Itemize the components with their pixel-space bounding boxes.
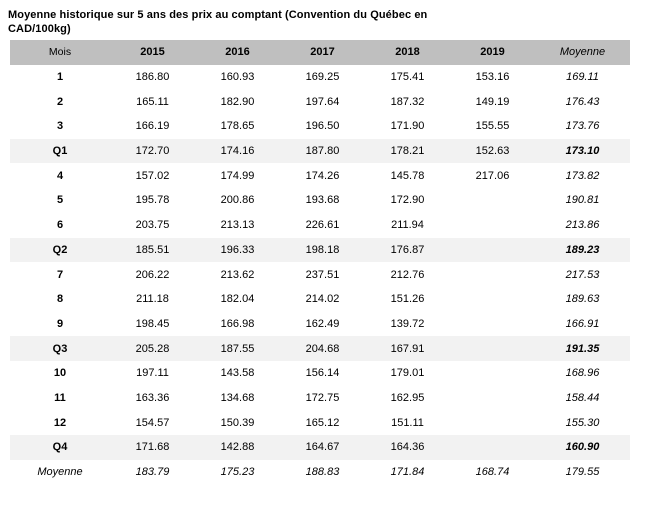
price-cell [450, 238, 535, 263]
column-header-2018: 2018 [365, 40, 450, 65]
price-cell: 173.10 [565, 145, 600, 158]
column-header-moyenne: Moyenne [535, 40, 630, 65]
price-cell: 168.96 [565, 367, 600, 380]
price-cell: 174.99 [220, 169, 255, 182]
price-cell: 182.90 [220, 95, 255, 108]
row-label: 5 [56, 194, 64, 207]
price-cell: 195.78 [135, 194, 170, 207]
price-cell: 179.01 [390, 367, 425, 380]
page-title-line2: CAD/100kg) [8, 23, 71, 35]
price-cell: 185.51 [135, 243, 170, 256]
price-cell: 186.80 [135, 71, 170, 84]
table-row [10, 410, 630, 435]
row-label: 1 [56, 71, 64, 84]
price-cell [450, 213, 535, 238]
price-cell: 153.16 [475, 71, 510, 84]
price-cell: 187.32 [390, 95, 425, 108]
price-cell: 172.70 [135, 145, 170, 158]
price-cell: 174.26 [305, 169, 340, 182]
price-cell: 198.45 [135, 317, 170, 330]
price-cell: 152.63 [475, 145, 510, 158]
price-cell: 171.90 [390, 120, 425, 133]
price-cell: 134.68 [220, 391, 255, 404]
row-label: 12 [53, 416, 67, 429]
price-cell: 155.30 [565, 416, 600, 429]
table-row [10, 163, 630, 188]
price-cell: 197.64 [305, 95, 340, 108]
price-cell: 217.06 [475, 169, 510, 182]
price-cell [450, 287, 535, 312]
price-cell: 211.18 [136, 293, 169, 306]
row-label: Q3 [52, 342, 68, 355]
price-cell: 162.49 [305, 317, 340, 330]
price-cell: 164.36 [390, 441, 425, 454]
row-label: Q2 [52, 243, 68, 256]
price-cell: 160.90 [565, 441, 600, 454]
price-cell: 174.16 [220, 145, 255, 158]
price-cell: 158.44 [565, 391, 600, 404]
row-label: 7 [56, 268, 64, 281]
price-cell: 214.02 [305, 293, 340, 306]
table-row [10, 65, 630, 90]
price-cell: 162.95 [390, 391, 425, 404]
price-cell [450, 386, 535, 411]
header-row [10, 40, 630, 65]
price-cell: 196.33 [220, 243, 255, 256]
row-label: 3 [56, 120, 64, 133]
price-cell [450, 336, 535, 361]
page-title-line1: Moyenne historique sur 5 ans des prix au comptant (Convention du Québec en [8, 9, 428, 21]
price-cell [450, 361, 535, 386]
price-cell [450, 410, 535, 435]
price-cell: 193.68 [305, 194, 340, 207]
price-cell: 183.79 [135, 466, 170, 479]
price-cell: 173.82 [565, 169, 600, 182]
column-header-2019: 2019 [450, 40, 535, 65]
table-row [10, 460, 630, 485]
table-row [10, 139, 630, 164]
price-cell: 206.22 [135, 268, 170, 281]
row-label: 10 [53, 367, 67, 380]
price-cell: 203.75 [135, 219, 170, 232]
price-cell: 165.12 [305, 416, 340, 429]
price-cell: 169.25 [305, 71, 340, 84]
table-row [10, 114, 630, 139]
price-cell: 155.55 [475, 120, 510, 133]
price-cell: 150.39 [220, 416, 255, 429]
table-row [10, 262, 630, 287]
table-row [10, 435, 630, 460]
price-cell: 217.53 [565, 268, 600, 281]
price-cell: 169.11 [566, 71, 599, 84]
price-cell: 178.65 [220, 120, 255, 133]
price-cell: 166.19 [135, 120, 170, 133]
price-cell: 197.11 [136, 367, 169, 380]
price-cell: 189.63 [565, 293, 600, 306]
price-cell: 211.94 [391, 219, 424, 232]
price-cell [450, 262, 535, 287]
price-cell: 143.58 [220, 367, 255, 380]
price-cell: 160.93 [220, 71, 255, 84]
price-cell: 166.91 [565, 317, 600, 330]
price-cell: 178.21 [390, 145, 425, 158]
price-cell: 176.43 [565, 95, 600, 108]
price-cell: 191.35 [565, 342, 600, 355]
price-cell: 187.55 [220, 342, 255, 355]
price-cell: 164.67 [305, 441, 340, 454]
price-cell: 200.86 [220, 194, 255, 207]
table-row [10, 361, 630, 386]
row-label: 9 [56, 317, 64, 330]
price-history-table [10, 40, 630, 484]
column-header-mois: Mois [10, 40, 110, 65]
table-row [10, 386, 630, 411]
price-cell: 213.86 [565, 219, 600, 232]
row-label: 11 [54, 391, 66, 404]
price-cell: 149.19 [475, 95, 510, 108]
price-cell: 175.41 [390, 71, 425, 84]
price-cell [450, 188, 535, 213]
price-cell: 205.28 [135, 342, 170, 355]
page-title [8, 8, 650, 36]
price-cell: 179.55 [565, 466, 600, 479]
price-cell: 166.98 [220, 317, 255, 330]
row-label: Q4 [52, 441, 68, 454]
row-label: Q1 [52, 145, 68, 158]
price-cell: 151.11 [391, 416, 424, 429]
price-cell: 190.81 [565, 194, 600, 207]
price-cell: 196.50 [305, 120, 340, 133]
row-label: 8 [56, 293, 64, 306]
price-cell: 187.80 [305, 145, 340, 158]
row-label: Moyenne [37, 466, 83, 479]
price-cell: 189.23 [565, 243, 600, 256]
price-cell: 157.02 [135, 169, 170, 182]
price-cell: 175.23 [220, 466, 255, 479]
row-label: 6 [56, 219, 64, 232]
price-cell: 171.84 [390, 466, 425, 479]
price-cell: 139.72 [390, 317, 425, 330]
price-cell: 167.91 [390, 342, 425, 355]
price-cell: 226.61 [305, 219, 340, 232]
column-header-2017: 2017 [280, 40, 365, 65]
price-cell: 182.04 [220, 293, 255, 306]
table-row [10, 238, 630, 263]
price-cell: 188.83 [305, 466, 340, 479]
price-cell: 165.11 [136, 95, 169, 108]
price-cell: 142.88 [220, 441, 255, 454]
price-cell [450, 312, 535, 337]
price-cell: 198.18 [305, 243, 340, 256]
price-cell [450, 435, 535, 460]
table-row [10, 312, 630, 337]
price-cell: 145.78 [390, 169, 425, 182]
table-row [10, 89, 630, 114]
row-label: 2 [56, 95, 64, 108]
table-row [10, 287, 630, 312]
table-row [10, 213, 630, 238]
row-label: 4 [56, 169, 64, 182]
price-cell: 163.36 [135, 391, 170, 404]
price-cell: 172.75 [305, 391, 340, 404]
price-cell: 156.14 [305, 367, 340, 380]
price-cell: 154.57 [135, 416, 170, 429]
price-cell: 204.68 [305, 342, 340, 355]
table-body [10, 65, 630, 485]
table-row [10, 336, 630, 361]
price-cell: 212.76 [390, 268, 425, 281]
price-cell: 168.74 [475, 466, 510, 479]
price-cell: 151.26 [390, 293, 425, 306]
price-cell: 237.51 [305, 268, 340, 281]
column-header-2015: 2015 [110, 40, 195, 65]
column-header-2016: 2016 [195, 40, 280, 65]
price-cell: 213.62 [220, 268, 255, 281]
price-cell: 171.68 [135, 441, 170, 454]
price-cell: 213.13 [220, 219, 255, 232]
price-cell: 176.87 [390, 243, 425, 256]
price-cell: 172.90 [390, 194, 425, 207]
table-row [10, 188, 630, 213]
price-cell: 173.76 [565, 120, 600, 133]
